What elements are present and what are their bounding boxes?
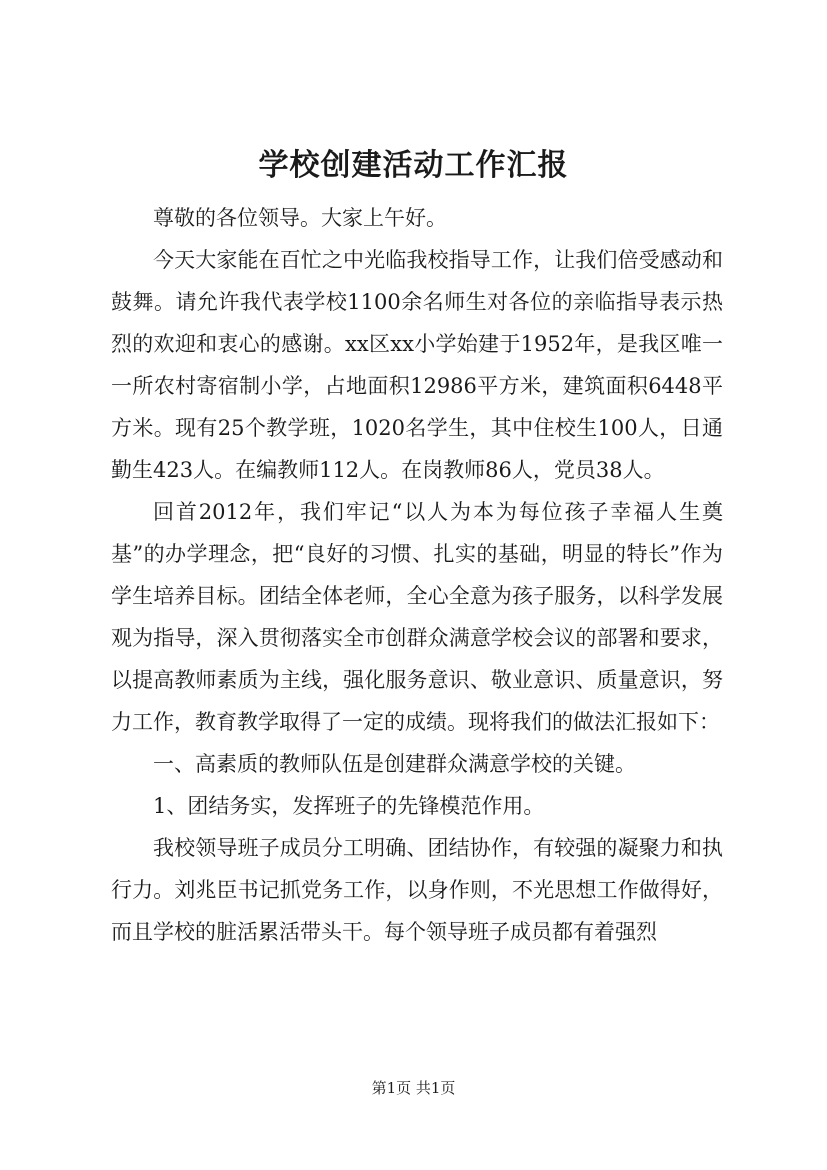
page-number-footer: 第1页 共1页: [371, 1079, 456, 1097]
paragraph-greeting: 尊敬的各位领导。大家上午好。: [153, 206, 447, 230]
document-title: 学校创建活动工作汇报: [258, 148, 569, 183]
document-body: [111, 197, 723, 953]
section-heading-1: 一、高素质的教师队伍是创建群众满意学校的关键。: [153, 752, 636, 776]
paragraph-leadership: 我校领导班子成员分工明确、团结协作，有较强的凝聚力和执行力。刘兆臣书记抓党务工作，以身作则，不光思想工作做得好，而且学校的脏活累活带头干。每个领导班子成员都有着强烈: [111, 836, 723, 944]
paragraph-review-2012: 回首2012年，我们牢记“以人为本为每位孩子幸福人生奠基”的办学理念，把“良好的习惯、扎实的基础，明显的特长”作为学生培养目标。团结全体老师，全心全意为孩子服务，以科学发展观为指导，深入贯彻落实全市创群众满意学校会议的部署和要求，以提高教师素质为主线，强化服务意识、敬业意识、质量意识，努力工作，教育教学取得了一定的成绩。现将我们的做法汇报如下：: [111, 500, 723, 734]
paragraph-school-intro: 今天大家能在百忙之中光临我校指导工作，让我们倍受感动和鼓舞。请允许我代表学校1100余名师生对各位的亲临指导表示热烈的欢迎和衷心的感谢。xx区xx小学始建于1952年，是我区唯一一所农村寄宿制小学，占地面积12986平方米，建筑面积6448平方米。现有25个教学班，1020名学生，其中住校生100人，日通勤生423人。在编教师112人。在岗教师86人，党员38人。: [111, 248, 723, 482]
subsection-heading-1-1: 1、团结务实，发挥班子的先锋模范作用。: [153, 794, 545, 818]
